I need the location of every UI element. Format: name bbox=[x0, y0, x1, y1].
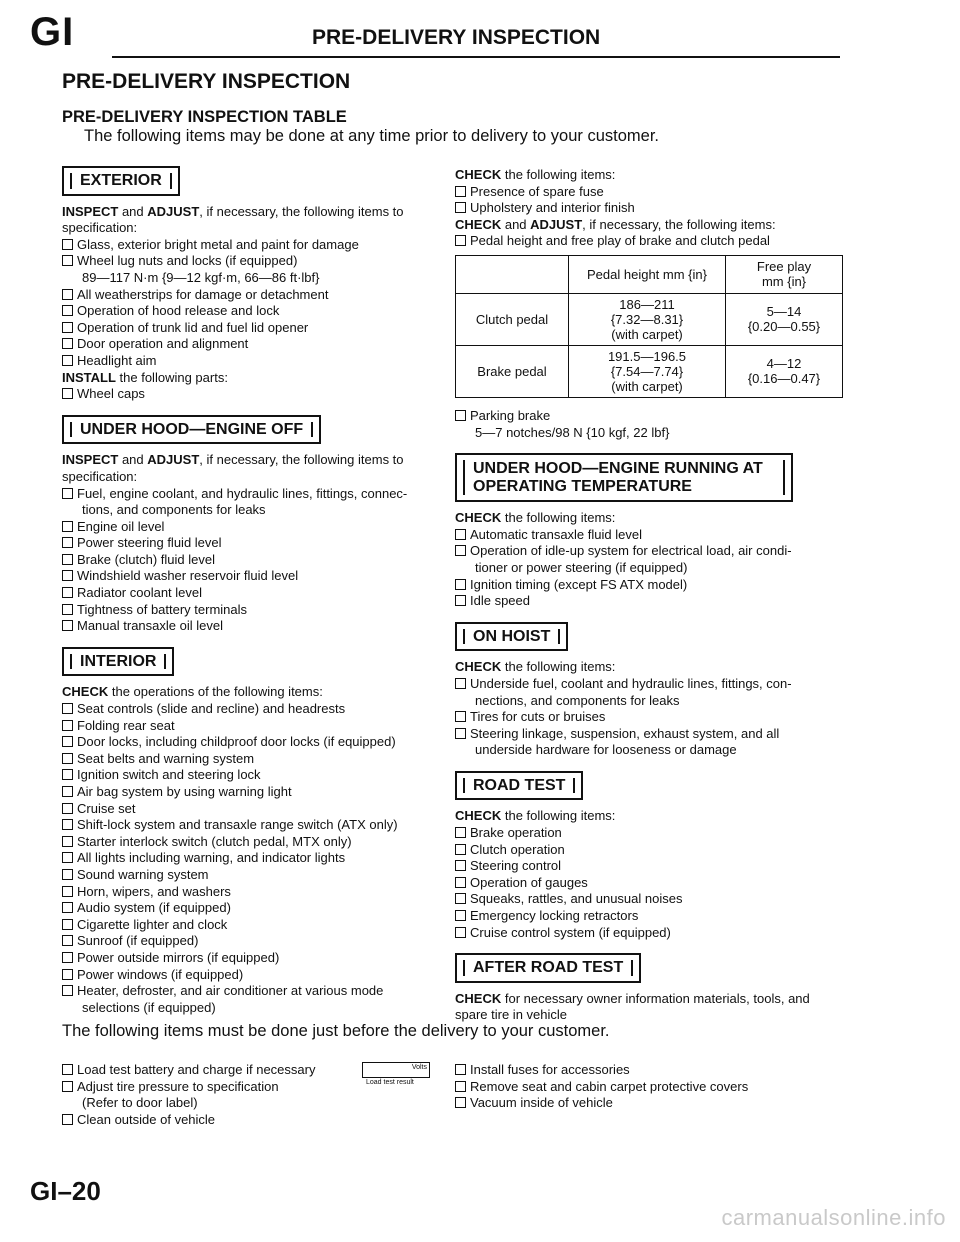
interior-lead: CHECK the operations of the following items: bbox=[62, 684, 323, 700]
checkbox-icon bbox=[62, 852, 73, 863]
checkbox-icon bbox=[455, 678, 466, 689]
table-cell: 5—14 {0.20—0.55} bbox=[726, 293, 843, 345]
page-title: PRE-DELIVERY INSPECTION bbox=[62, 70, 351, 93]
checkbox-icon bbox=[62, 869, 73, 880]
list-item: Emergency locking retractors bbox=[455, 908, 845, 925]
checkbox-icon bbox=[455, 860, 466, 871]
check-lead: CHECK the following items: bbox=[455, 167, 616, 182]
list-item: Steering linkage, suspension, exhaust system, and all bbox=[455, 726, 845, 743]
list-item: Power outside mirrors (if equipped) bbox=[62, 950, 442, 967]
check-lead: CHECK the following items: bbox=[455, 510, 616, 526]
list-item: Tightness of battery terminals bbox=[62, 602, 442, 619]
table-row bbox=[456, 293, 843, 345]
checkbox-icon bbox=[62, 952, 73, 963]
list-item: Door locks, including childproof door locks (if equipped) bbox=[62, 734, 442, 751]
list-item: Engine oil level bbox=[62, 519, 442, 536]
list-item: Air bag system by using warning light bbox=[62, 784, 442, 801]
list-item: Cruise set bbox=[62, 801, 442, 818]
table-header-cell: Pedal height mm {in} bbox=[569, 255, 726, 293]
list-item: Pedal height and free play of brake and clutch pedal bbox=[455, 233, 845, 250]
final-right-list bbox=[455, 1062, 835, 1112]
checkbox-icon bbox=[62, 886, 73, 897]
interior-heading: INTERIOR bbox=[62, 647, 174, 677]
list-item: Upholstery and interior finish bbox=[455, 200, 845, 217]
checkbox-icon bbox=[62, 355, 73, 366]
road-test-heading: ROAD TEST bbox=[455, 771, 583, 801]
checkbox-icon bbox=[62, 803, 73, 814]
checkbox-icon bbox=[455, 1097, 466, 1108]
list-item-cont: tions, and components for leaks bbox=[82, 502, 266, 518]
checkbox-icon bbox=[455, 410, 466, 421]
exterior-lead: INSPECT and ADJUST, if necessary, the following items to specification: bbox=[62, 203, 404, 236]
checkbox-icon bbox=[62, 289, 73, 300]
list-item: Horn, wipers, and washers bbox=[62, 884, 442, 901]
list-item: Audio system (if equipped) bbox=[62, 900, 442, 917]
list-item: Radiator coolant level bbox=[62, 585, 442, 602]
checkbox-icon bbox=[62, 1064, 73, 1075]
checkbox-icon bbox=[455, 893, 466, 904]
list-item: Idle speed bbox=[455, 593, 845, 610]
checkbox-icon bbox=[455, 579, 466, 590]
volts-caption: Load test result bbox=[366, 1079, 414, 1086]
list-item: Wheel lug nuts and locks (if equipped) bbox=[62, 253, 442, 270]
list-item: Ignition switch and steering lock bbox=[62, 767, 442, 784]
checkbox-icon bbox=[62, 836, 73, 847]
header-rule bbox=[112, 56, 840, 58]
checkbox-icon bbox=[455, 910, 466, 921]
checkbox-icon bbox=[62, 255, 73, 266]
list-item: Cruise control system (if equipped) bbox=[455, 925, 845, 942]
checkbox-icon bbox=[455, 529, 466, 540]
checkbox-icon bbox=[62, 786, 73, 797]
list-item: Operation of hood release and lock bbox=[62, 303, 442, 320]
checkbox-icon bbox=[62, 969, 73, 980]
exterior-heading: EXTERIOR bbox=[62, 166, 180, 196]
list-item: Wheel caps bbox=[62, 386, 442, 403]
list-item: Vacuum inside of vehicle bbox=[455, 1095, 835, 1112]
checkbox-icon bbox=[62, 1114, 73, 1125]
volts-field bbox=[362, 1062, 430, 1078]
inspect-keyword: INSPECT bbox=[62, 203, 119, 219]
list-item-cont: underside hardware for looseness or damage bbox=[475, 742, 737, 758]
hood-off-heading: UNDER HOOD—ENGINE OFF bbox=[62, 415, 321, 445]
checkbox-icon bbox=[62, 388, 73, 399]
table-cell: 4—12 {0.16—0.47} bbox=[726, 345, 843, 397]
list-item: Glass, exterior bright metal and paint for damage bbox=[62, 237, 442, 254]
checkbox-icon bbox=[62, 305, 73, 316]
list-item: Install fuses for accessories bbox=[455, 1062, 835, 1079]
table-cell: 191.5—196.5 {7.54—7.74} (with carpet) bbox=[569, 345, 726, 397]
volts-unit: Volts bbox=[411, 1064, 427, 1071]
checkbox-icon bbox=[455, 235, 466, 246]
table-cell bbox=[456, 255, 569, 293]
list-item: Presence of spare fuse bbox=[455, 184, 845, 201]
checkbox-icon bbox=[455, 711, 466, 722]
checkbox-icon bbox=[455, 186, 466, 197]
checkbox-icon bbox=[62, 769, 73, 780]
checkbox-icon bbox=[62, 919, 73, 930]
checkbox-icon bbox=[62, 935, 73, 946]
checkbox-icon bbox=[455, 1064, 466, 1075]
list-item: Brake operation bbox=[455, 825, 845, 842]
pedal-table bbox=[455, 255, 843, 398]
list-item: Operation of idle-up system for electrical load, air condi- bbox=[455, 543, 845, 560]
list-item: Load test battery and charge if necessary bbox=[62, 1062, 362, 1079]
footer-intro: The following items must be done just before the delivery to your customer. bbox=[62, 1022, 610, 1040]
checkbox-icon bbox=[62, 753, 73, 764]
list-item: Clean outside of vehicle bbox=[62, 1112, 362, 1129]
checkbox-icon bbox=[455, 545, 466, 556]
final-left-list bbox=[62, 1062, 362, 1128]
watermark: carmanualsonline.info bbox=[721, 1205, 946, 1230]
list-item: Automatic transaxle fluid level bbox=[455, 527, 845, 544]
checkbox-icon bbox=[62, 239, 73, 250]
list-item: Seat belts and warning system bbox=[62, 751, 442, 768]
checkbox-icon bbox=[62, 521, 73, 532]
checkbox-icon bbox=[455, 927, 466, 938]
adjust-keyword: ADJUST bbox=[147, 203, 200, 219]
list-item: Adjust tire pressure to specification bbox=[62, 1079, 362, 1096]
check-lead: CHECK the following items: bbox=[455, 808, 616, 824]
table-row bbox=[456, 255, 843, 293]
left-column bbox=[62, 166, 442, 1016]
header-title: PRE-DELIVERY INSPECTION bbox=[312, 26, 601, 49]
list-item: Cigarette lighter and clock bbox=[62, 917, 442, 934]
list-item: Shift-lock system and transaxle range switch (ATX only) bbox=[62, 817, 442, 834]
list-item: Clutch operation bbox=[455, 842, 845, 859]
list-item: Folding rear seat bbox=[62, 718, 442, 735]
list-item: Heater, defroster, and air conditioner at various mode bbox=[62, 983, 442, 1000]
list-item: Headlight aim bbox=[62, 353, 442, 370]
checkbox-icon bbox=[455, 595, 466, 606]
list-item: Ignition timing (except FS ATX model) bbox=[455, 577, 845, 594]
checkbox-icon bbox=[62, 720, 73, 731]
list-item: Starter interlock switch (clutch pedal, MTX only) bbox=[62, 834, 442, 851]
table-cell: Brake pedal bbox=[456, 345, 569, 397]
list-item: Door operation and alignment bbox=[62, 336, 442, 353]
list-item: Sunroof (if equipped) bbox=[62, 933, 442, 950]
page-number: GI–20 bbox=[30, 1176, 101, 1206]
checkbox-icon bbox=[62, 902, 73, 913]
hoist-heading: ON HOIST bbox=[455, 622, 568, 652]
list-item: Tires for cuts or bruises bbox=[455, 709, 845, 726]
list-item-cont: nections, and components for leaks bbox=[475, 692, 680, 708]
checkbox-icon bbox=[62, 587, 73, 598]
checkbox-icon bbox=[62, 1081, 73, 1092]
list-item-cont: tioner or power steering (if equipped) bbox=[475, 559, 688, 575]
list-item: All weatherstrips for damage or detachment bbox=[62, 287, 442, 304]
checkbox-icon bbox=[62, 338, 73, 349]
table-row bbox=[456, 345, 843, 397]
check-adjust-lead: CHECK and ADJUST, if necessary, the following items: bbox=[455, 216, 776, 232]
intro-text: The following items may be done at any time prior to delivery to your customer. bbox=[84, 127, 660, 145]
after-road-check: CHECK for necessary owner information materials, tools, and spare tire in vehicle bbox=[455, 990, 810, 1023]
list-item: Brake (clutch) fluid level bbox=[62, 552, 442, 569]
checkbox-icon bbox=[62, 736, 73, 747]
checkbox-icon bbox=[62, 604, 73, 615]
checkbox-icon bbox=[62, 322, 73, 333]
checkbox-icon bbox=[62, 819, 73, 830]
list-item: Power windows (if equipped) bbox=[62, 967, 442, 984]
list-item: Parking brake bbox=[455, 408, 845, 425]
table-cell: 186—211 {7.32—8.31} (with carpet) bbox=[569, 293, 726, 345]
list-item: Operation of gauges bbox=[455, 875, 845, 892]
list-item: Windshield washer reservoir fluid level bbox=[62, 568, 442, 585]
right-column bbox=[455, 167, 845, 1024]
table-title: PRE-DELIVERY INSPECTION TABLE bbox=[62, 108, 347, 126]
list-item: Sound warning system bbox=[62, 867, 442, 884]
table-header-cell: Free play mm {in} bbox=[726, 255, 843, 293]
checkbox-icon bbox=[455, 827, 466, 838]
checkbox-icon bbox=[455, 1081, 466, 1092]
list-item-cont: (Refer to door label) bbox=[82, 1095, 198, 1111]
list-item: All lights including warning, and indicator lights bbox=[62, 850, 442, 867]
list-item: Power steering fluid level bbox=[62, 535, 442, 552]
checkbox-icon bbox=[62, 537, 73, 548]
list-item: Remove seat and cabin carpet protective covers bbox=[455, 1079, 835, 1096]
list-item: Seat controls (slide and recline) and headrests bbox=[62, 701, 442, 718]
hood-off-lead: INSPECT and ADJUST, if necessary, the following items to specification: bbox=[62, 452, 404, 484]
section-code: GI bbox=[30, 10, 75, 54]
list-item: Manual transaxle oil level bbox=[62, 618, 442, 635]
checkbox-icon bbox=[455, 202, 466, 213]
after-road-test-heading: AFTER ROAD TEST bbox=[455, 953, 641, 983]
checkbox-icon bbox=[62, 488, 73, 499]
table-cell: Clutch pedal bbox=[456, 293, 569, 345]
checkbox-icon bbox=[62, 554, 73, 565]
checkbox-icon bbox=[62, 985, 73, 996]
parking-spec: 5—7 notches/98 N {10 kgf, 22 lbf} bbox=[475, 424, 670, 440]
check-lead: CHECK the following items: bbox=[455, 659, 616, 675]
list-item: Fuel, engine coolant, and hydraulic lines, fittings, connec- bbox=[62, 486, 442, 503]
checkbox-icon bbox=[62, 570, 73, 581]
list-item: Operation of trunk lid and fuel lid opener bbox=[62, 320, 442, 337]
install-lead: INSTALL the following parts: bbox=[62, 369, 228, 385]
checkbox-icon bbox=[455, 844, 466, 855]
list-item: Squeaks, rattles, and unusual noises bbox=[455, 891, 845, 908]
checkbox-icon bbox=[455, 728, 466, 739]
checkbox-icon bbox=[455, 877, 466, 888]
list-item-cont: selections (if equipped) bbox=[82, 999, 216, 1015]
torque-spec: 89—117 N·m {9—12 kgf·m, 66—86 ft·lbf} bbox=[82, 269, 320, 285]
hood-running-heading: UNDER HOOD—ENGINE RUNNING AT OPERATING TEMPERATURE bbox=[455, 453, 793, 502]
list-item: Underside fuel, coolant and hydraulic lines, fittings, con- bbox=[455, 676, 845, 693]
checkbox-icon bbox=[62, 703, 73, 714]
checkbox-icon bbox=[62, 620, 73, 631]
list-item: Steering control bbox=[455, 858, 845, 875]
